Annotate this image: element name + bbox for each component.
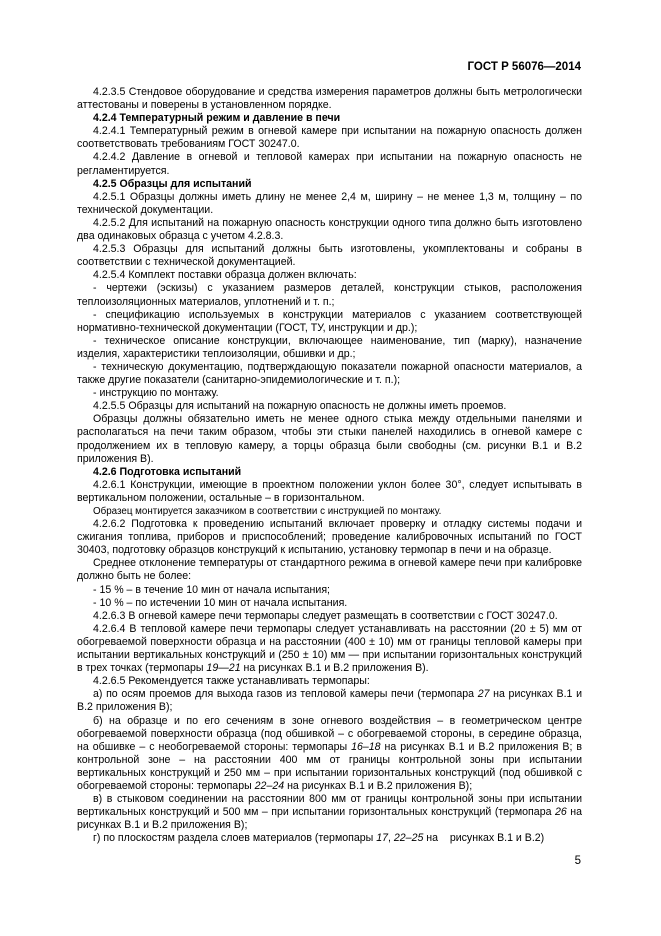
paragraph: 4.2.4.2 Давление в огневой и тепловой камерах при испытании на пожарную опасность не регламентируется. [77,151,582,177]
text-run: на рисунках В.1 и В.2 приложения В); [284,779,473,792]
list-item [77,793,582,832]
text-run: на рисунках В.1 и В.2 приложения В); [77,806,582,832]
text-run: в) в стыковом соединении на расстоянии 800 мм от границы контрольной зоны при испытании вертикальных конструкций и 500 мм – при испытании горизонтальных конструкций (термопара [77,793,582,819]
list-item [77,688,582,714]
thermocouple-ref: 26 [554,806,567,819]
thermocouple-ref: 27 [477,688,490,701]
paragraph: 4.2.5.5 Образцы для испытаний на пожарную опасность не должны иметь проемов. [93,400,507,413]
thermocouple-ref: 16–18 [351,740,381,753]
page-number: 5 [574,855,581,867]
paragraph: 4.2.3.5 Стендовое оборудование и средства измерения параметров должны быть метрологически аттестованы и поверены в установленном порядке. [77,86,582,112]
list-item [77,715,582,794]
list-item: - 10 % – по истечении 10 мин от начала испытания. [93,596,348,609]
document-header: ГОСТ Р 56076—2014 [467,61,581,73]
list-item: - инструкцию по монтажу. [93,387,219,400]
paragraph: 4.2.5.2 Для испытаний на пожарную опасность конструкции одного типа должно быть изготовлено два одинаковых образца с учетом 4.2.8.3. [77,216,582,243]
text-run: г) по плоскостям раздела слоев материалов (термопары [93,832,377,845]
thermocouple-ref: 22–25 [393,832,424,845]
section-heading: 4.2.6 Подготовка испытаний [93,465,242,478]
thermocouple-ref: 17 [376,832,388,845]
paragraph: 4.2.4.1 Температурный режим в огневой камере при испытании на пожарную опасность должен соответствовать требованиям ГОСТ 30247.0. [77,125,582,151]
list-item: - техническую документацию, подтверждающую показатели пожарной опасности материалов, а также другие показатели (санитарно-эпидемиологические и т. п.); [77,360,582,387]
paragraph: 4.2.6.2 Подготовка к проведению испытаний включает проверку и отладку системы подачи и сжигания топлива, приборов и приспособлений; проведение калибровочных испытаний по ГОСТ 30403, подготовку образцов конструкций к испытанию, установку термопар в печи и на образце. [77,518,582,557]
paragraph: 4.2.6.3 В огневой камере печи термопары следует размещать в соответствии с ГОСТ 30247.0. [93,609,558,622]
list-item: - спецификацию используемых в конструкции материалов с указанием соответствующей нормативно-технической документации (ГОСТ, ТУ, инструкции и др.); [77,308,582,334]
section-heading: 4.2.4 Температурный режим и давление в печи [93,112,341,125]
text-run: на рисунках В.1 и В.2 приложения В; в контрольной зоне – на расстоянии 400 мм от границы контрольной зоны при испытании вертикальных конструкций и 250 мм – при испытании горизонтальных конструкций (под обшивкой с обогреваемой стороны: термопары [77,740,583,792]
paragraph: 4.2.5.3 Образцы для испытаний должны быть изготовлены, укомплектованы и собраны в соответствии с технической документацией. [77,243,582,269]
paragraph: Образцы должны обязательно иметь не менее одного стыка между отдельными панелями и располагаться на печи таким образом, чтобы эти стыки панелей находились в огневой камере с продолжением их в тепловую камеру, а торцы образца были свободны (см. рисунки В.1 и В.2 приложения В). [77,413,582,465]
list-item: - 15 % – в течение 10 мин от начала испытания; [93,583,331,596]
text-run: на рисунках В.1 и В.2 приложения В); [77,688,582,714]
text-run: , [388,832,394,845]
paragraph: 4.2.5.4 Комплект поставки образца должен включать: [93,269,357,282]
paragraph: 4.2.6.5 Рекомендуется также устанавливать термопары: [93,675,370,688]
thermocouple-ref: 19—21 [206,662,241,675]
paragraph: 4.2.6.1 Конструкции, имеющие в проектном положении уклон более 30°, следует испытывать в вертикальном положении, остальные – в горизонтальном. [77,478,582,504]
paragraph: 4.2.5.1 Образцы должны иметь длину не менее 2,4 м, ширину – не менее 1,3 м, толщину – по технической документации. [77,190,582,216]
list-item: - техническое описание конструкции, включающее наименование, тип (марку), назначение изделия, характеристики теплоизоляции, обшивки и др.; [77,334,582,360]
text-run: 4.2.6.4 В тепловой камере печи термопары следует устанавливать на расстоянии (20 ± 5) мм от обогреваемой поверхности образца и на расстоянии (400 ± 10) мм от границы тепловой камеры при испытании вертикальных конструкций и (250 ± 10) мм — при испытании горизонтальных конструкций в трех точках (термопары [77,622,582,675]
thermocouple-ref: 22–24 [254,779,285,792]
text-run: на рисунках В.1 и В.2 приложения В). [240,662,429,675]
list-item: - чертежи (эскизы) с указанием размеров деталей, конструкции стыков, расположения теплоизоляционных материалов, уплотнений и т. п.; [77,282,582,308]
list-item [77,832,582,845]
paragraph: Среднее отклонение температуры от стандартного режима в огневой камере печи при калибровке должно быть не более: [77,557,582,583]
note: Образец монтируется заказчиком в соответствии с инструкцией по монтажу. [93,506,442,517]
text-run: на рисунках В.1 и В.2) [423,832,545,845]
text-run: а) по осям проемов для выхода газов из тепловой камеры печи (термопара [93,688,478,701]
text-run: б) на образце и по его сечениям в зоне огневого воздействия – в геометрическом центре обогреваемой поверхности образца (под обшивкой – с обогреваемой стороны, в середине образца, на обшивке – с необогреваемой стороны: термопары [77,714,582,753]
paragraph [77,623,582,675]
section-heading: 4.2.5 Образцы для испытаний [93,177,252,190]
document-body [77,86,582,845]
